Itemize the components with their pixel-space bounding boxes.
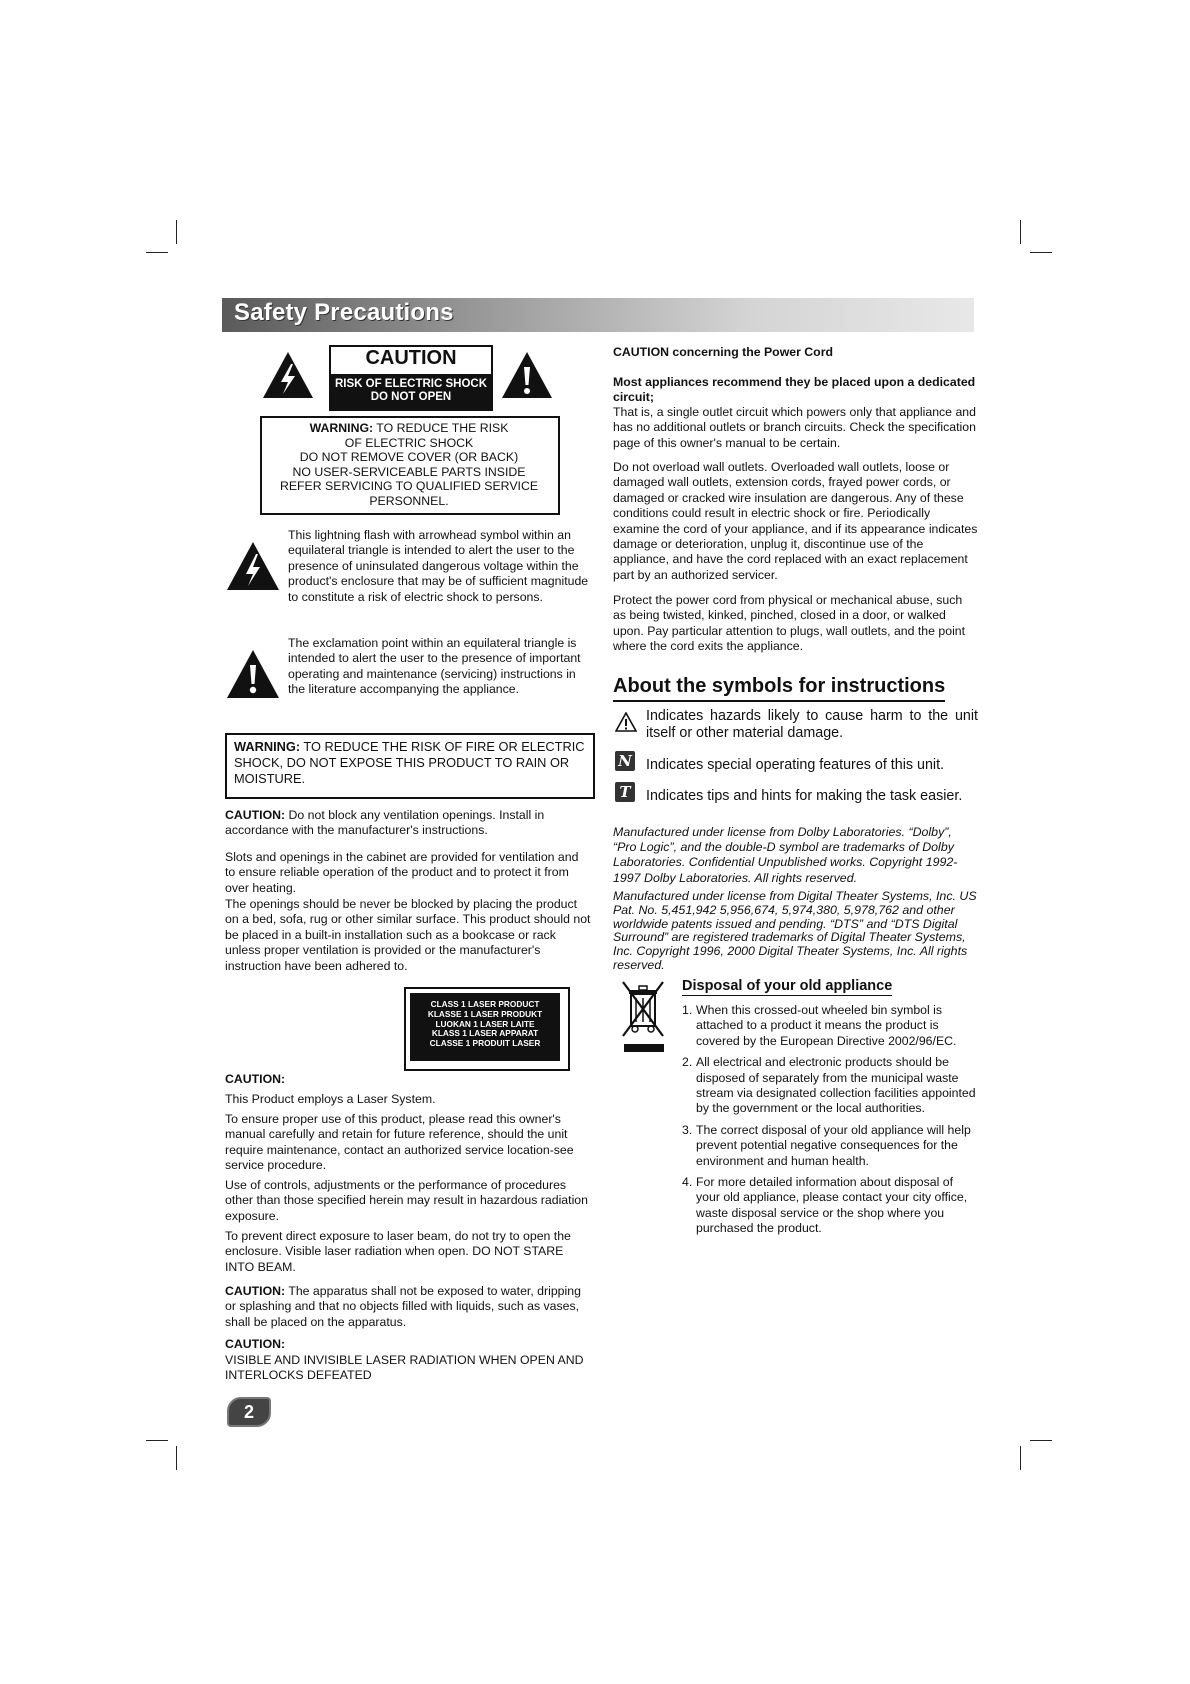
laser-paragraph: Use of controls, adjustments or the performance of procedures other than those specified herein may result in hazardous radiation exposure. (225, 1178, 588, 1223)
hazard-description: Indicates hazards likely to cause harm to the unit itself or other material damage. (646, 708, 978, 741)
laser-paragraph: To ensure proper use of this product, please read this owner's manual carefully and retain for future reference, should the unit require maintenance, contact an authorized service location-see service procedure. (225, 1112, 574, 1173)
crop-mark (176, 220, 177, 244)
lightning-warning-icon (225, 540, 281, 592)
warning-text: TO REDUCE THE RISK OF FIRE OR ELECTRIC SHOCK, DO NOT EXPOSE THIS PRODUCT TO RAIN OR MOISTURE. (234, 739, 585, 786)
list-item-text: The correct disposal of your old appliance will help prevent potential negative consequences for the environment and human health. (696, 1122, 971, 1168)
laser-product-label-text (410, 1000, 560, 1049)
caution-label-line: DO NOT OPEN (370, 391, 452, 403)
crop-mark (146, 252, 168, 253)
caution-label-line: RISK OF ELECTRIC SHOCK (334, 378, 488, 390)
laser-paragraph: To prevent direct exposure to laser beam, do not try to open the enclosure. Visible laser radiation when open. DO NOT STARE INTO BEAM. (225, 1229, 571, 1274)
lightning-description: This lightning flash with arrowhead symbol within an equilateral triangle is intended to alert the user to the presence of uninsulated dangerous voltage within the product's enclosure that may be of sufficient magnitude to constitute a risk of electric shock to persons. (288, 528, 589, 604)
power-cord-subheading: Most appliances recommend they be placed upon a dedicated circuit; (613, 375, 976, 405)
crop-mark (1020, 220, 1021, 244)
crossed-out-bin-icon (620, 980, 668, 1054)
laser-label-line: CLASS 1 LASER PRODUCT (430, 999, 540, 1009)
exclamation-warning-icon (500, 350, 554, 400)
disposal-list (682, 1003, 980, 1243)
power-cord-paragraph: Protect the power cord from physical or mechanical abuse, such as being twisted, kinked, pinched, closed in a door, or walked upon. Pay particular attention to plugs, wall outlets, and the point where the cord exits the appliance. (613, 593, 966, 654)
warning-line: REFER SERVICING TO QUALIFIED SERVICE (279, 479, 539, 493)
laser-label-line: KLASSE 1 LASER PRODUKT (427, 1008, 543, 1019)
disposal-heading: Disposal of your old appliance (682, 978, 893, 994)
warning-line: NO USER-SERVICEABLE PARTS INSIDE (292, 464, 526, 479)
laser-radiation-warning: VISIBLE AND INVISIBLE LASER RADIATION WHEN OPEN AND INTERLOCKS DEFEATED (225, 1353, 584, 1383)
dolby-notice: Manufactured under license from Dolby Laboratories. “Dolby”, “Pro Logic”, and the double-D symbol are trademarks of Dolby Laboratories. Confidential Unpublished works. Copyright 1992-1997 Dolby Laboratories. All rights reserved. (613, 825, 958, 885)
list-item (682, 1175, 980, 1237)
list-item-number: 3. (682, 1122, 693, 1137)
ventilation-caution (225, 808, 591, 839)
dts-notice: Manufactured under license from Digital Theater Systems, Inc. US Pat. No. 5,451,942 5,956,674, 5,974,380, 5,978,762 and other worldwide patents issued and pending. “DTS” and “DTS Digital Surround” are registered trademarks of Digital Theater Systems, Inc. Copyright 1996, 2000 Digital Theater Systems, Inc. All rights reserved. (613, 889, 977, 972)
caution-text: The apparatus shall not be exposed to water, dripping or splashing and that no objects filled with liquids, such as vases, shall be placed on the apparatus. (225, 1284, 581, 1329)
note-description: Indicates special operating features of this unit. (646, 757, 945, 773)
caution-label-text: CAUTION: (225, 808, 286, 822)
caution-label-text: CAUTION: (225, 1284, 286, 1298)
crop-mark (1020, 1446, 1021, 1470)
symbols-heading: About the symbols for instructions (613, 675, 945, 702)
lightning-warning-icon (261, 350, 315, 400)
laser-label-line: KLASS 1 LASER APPARAT (431, 1028, 539, 1039)
list-item-number: 2. (682, 1055, 693, 1070)
list-item-text: For more detailed information about disposal of your old appliance, please contact your city office, waste disposal service or the shop where you purchased the product. (696, 1175, 968, 1236)
caution-label-band (329, 374, 493, 409)
caution-heading: CAUTION: (225, 1072, 286, 1086)
power-cord-paragraph: That is, a single outlet circuit which powers only that appliance and has no additional outlets or branch circuits. Check the specification page of this owner's manual to be certain. (613, 405, 976, 450)
list-item-text: When this crossed-out wheeled bin symbol is attached to a product it means the product is covered by the European Directive 2002/96/EC. (696, 1003, 957, 1048)
tip-icon: T (615, 782, 635, 802)
caution-text: Do not block any ventilation openings. Install in accordance with the manufacturer's instructions. (225, 808, 545, 838)
list-item (682, 1123, 980, 1169)
fire-warning-text (234, 739, 586, 787)
crop-mark (176, 1446, 177, 1470)
warning-line: OF ELECTRIC SHOCK (344, 435, 474, 450)
note-icon: N (615, 751, 635, 771)
page-title: Safety Precautions (234, 299, 454, 326)
caution-heading: CAUTION: (225, 1337, 286, 1351)
laser-label-line: LUOKAN 1 LASER LAITE (435, 1018, 535, 1029)
warning-label: WARNING: (309, 421, 374, 435)
crop-mark (146, 1440, 168, 1441)
list-item (682, 1055, 980, 1117)
water-caution (225, 1284, 591, 1330)
hazard-icon (615, 712, 637, 732)
crop-mark (1030, 1440, 1052, 1441)
power-cord-paragraph: Do not overload wall outlets. Overloaded wall outlets, loose or damaged wall outlets, extension cords, frayed power cords, or damaged or cracked wire insulation are dangerous. Any of these conditions could result in electric shock or fire. Periodically examine the cord of your appliance, and if its appearance indicates damage or deterioration, unplug it, discontinue use of the appliance, and have the cord replaced with an exact replacement part by an authorized servicer. (613, 460, 978, 582)
openings-paragraph: The openings should be never be blocked by placing the product on a bed, sofa, rug or other similar surface. This product should not be placed in a built-in installation such as a bookcase or rack unless proper ventilation is provided or the manufacturer's instruction have been adhered to. (225, 897, 591, 973)
caution-word: CAUTION (365, 347, 457, 369)
warning-line: TO REDUCE THE RISK (373, 421, 509, 435)
list-item (682, 1003, 980, 1049)
warning-line: PERSONNEL. (369, 493, 449, 508)
warning-box-text (262, 421, 556, 508)
warning-label: WARNING: (234, 739, 301, 754)
exclamation-warning-icon (225, 648, 281, 700)
exclamation-description: The exclamation point within an equilateral triangle is intended to alert the user to the presence of important operating and maintenance (servicing) instructions in the literature accompanying the appliance. (288, 636, 581, 697)
warning-line: DO NOT REMOVE COVER (OR BACK) (299, 450, 519, 464)
laser-paragraph: This Product employs a Laser System. (225, 1092, 436, 1106)
power-cord-heading: CAUTION concerning the Power Cord (613, 345, 833, 359)
tip-description: Indicates tips and hints for making the task easier. (646, 788, 963, 804)
laser-label-line: CLASSE 1 PRODUIT LASER (429, 1038, 541, 1049)
list-item-number: 1. (682, 1003, 693, 1017)
list-item-text: All electrical and electronic products should be disposed of separately from the municipal waste stream via designated collection facilities appointed by the government or the local authorities. (696, 1055, 976, 1116)
slots-paragraph: Slots and openings in the cabinet are provided for ventilation and to ensure reliable operation of the product and to protect it from over heating. (225, 850, 579, 895)
page-number: 2 (227, 1397, 271, 1427)
crop-mark (1030, 252, 1052, 253)
list-item-number: 4. (682, 1175, 693, 1190)
